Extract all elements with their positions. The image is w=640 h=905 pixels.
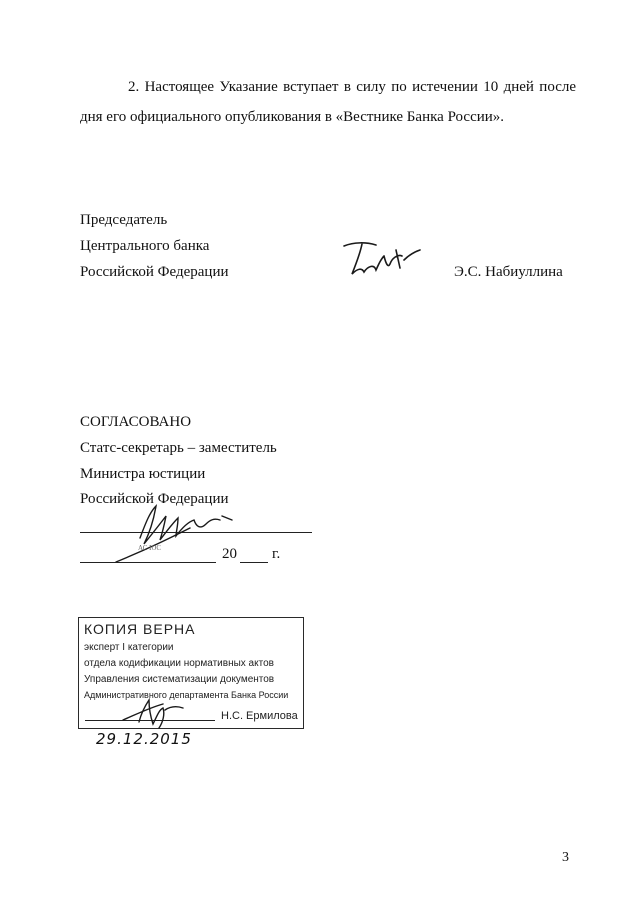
stamp-heading: КОПИЯ ВЕРНА [84,621,196,637]
chairman-title-2: Центрального банка [80,238,210,254]
stamp-handwritten-date: 29.12.2015 [96,730,192,748]
approval-line-1: Статс-секретарь – заместитель [80,440,277,456]
svg-text:АС ЮС: АС ЮС [138,544,161,552]
approval-year-line [240,562,268,563]
approval-line-3: Российской Федерации [80,491,229,507]
approval-heading: СОГЛАСОВАНО [80,414,192,430]
chairman-signature [340,238,424,282]
approval-year-prefix: 20 [222,546,237,562]
clause-line-2: дня его официального опубликования в «Вестнике Банка России». [80,109,505,125]
stamp-signature [119,696,189,730]
stamp-line-3: Управления систематизации документов [84,674,275,685]
chairman-title-1: Председатель [80,212,168,228]
page-number: 3 [562,850,569,865]
stamp-line-1: эксперт I категории [84,642,174,653]
approval-date-line [80,562,216,563]
chairman-name: Э.С. Набиуллина [454,264,563,280]
approval-line-2: Министра юстиции [80,466,206,482]
copy-certified-stamp [78,617,304,729]
clause-line-1: 2. Настоящее Указание вступает в силу по истечении 10 дней после [128,79,576,95]
approval-year-suffix: г. [272,546,281,562]
stamp-signer: Н.С. Ермилова [221,710,298,722]
stamp-line-2: отдела кодификации нормативных актов [84,658,274,669]
chairman-title-3: Российской Федерации [80,264,229,280]
clause-paragraph [80,72,576,132]
stamp-line-4: Административного департамента Банка России [84,690,289,700]
